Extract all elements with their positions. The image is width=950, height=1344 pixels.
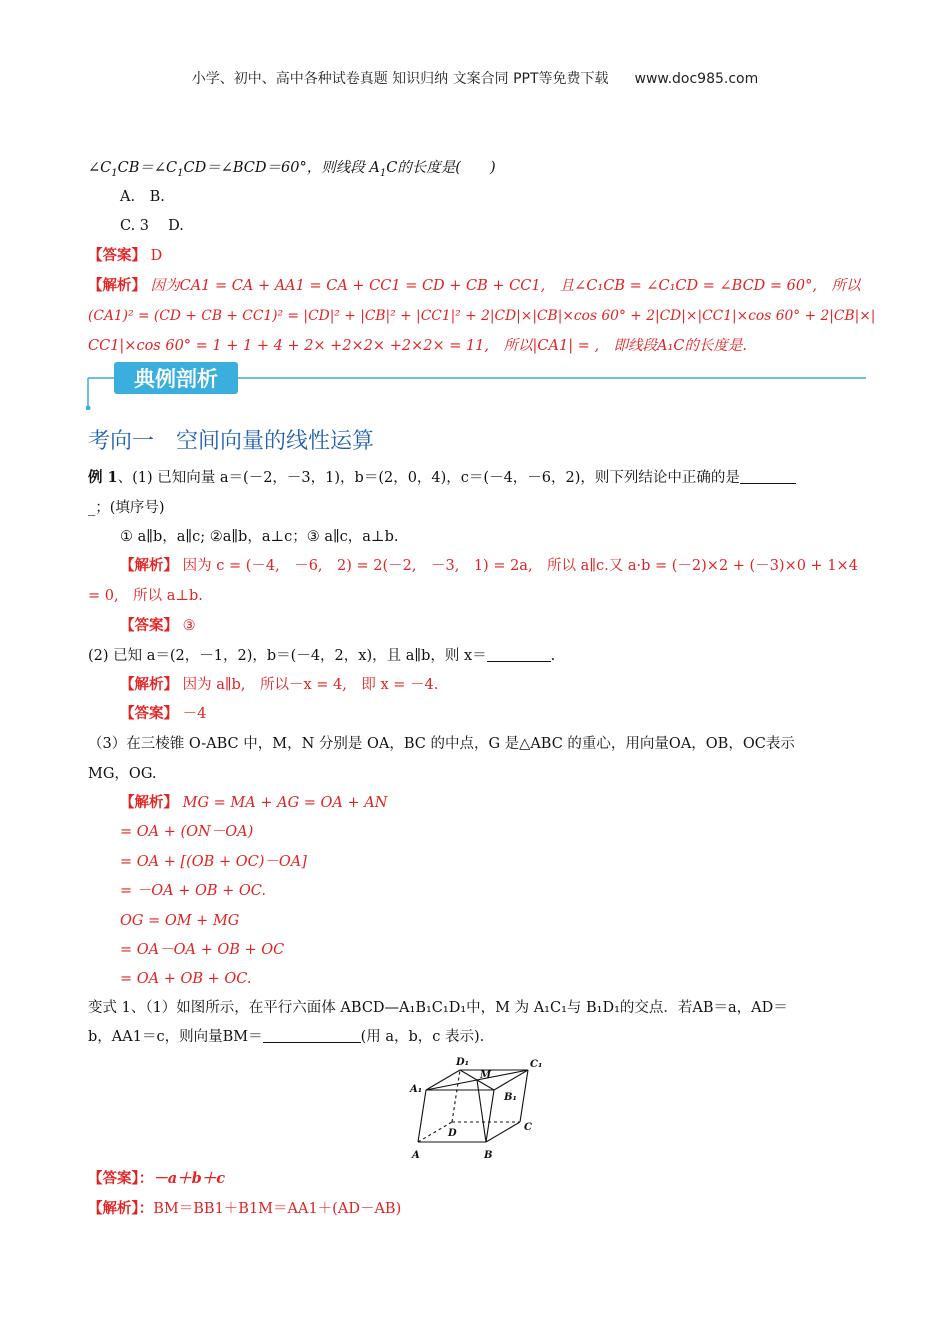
label-D1: D₁ — [456, 1057, 470, 1068]
example-1-part-2-analysis: 【解析】 因为 a∥b, 所以－x = 4, 即 x = －4. — [120, 677, 439, 693]
analysis-label: 【解析】 — [88, 278, 146, 294]
example-1-analysis-2: = 0, 所以 a⊥b. — [88, 588, 203, 604]
example-1-part-3-stem-2: MG，OG. — [88, 766, 157, 782]
label-B: B — [484, 1150, 493, 1161]
example-1-stem: 例 1、(1) 已知向量 a＝(－2，－3，1)，b＝(2，0，4)，c＝(－4，－6，2)，则下列结论中正确的是 — [88, 468, 868, 488]
label-C1: C₁ — [530, 1059, 543, 1070]
options-ab: A. B. — [120, 189, 165, 205]
label-A: A — [412, 1150, 420, 1161]
label-M: M — [480, 1070, 492, 1081]
example-1-part-3-stem: （3）在三棱锥 O-ABC 中，M，N 分别是 OA，BC 的中点，G 是△ABC 的重心，用向量OA，OB，OC表示 — [88, 736, 795, 752]
analysis-line-2: (CA1)² = (CD + CB + CC1)² = |CD|² + |CB|² + |CC1|² + 2|CD|×|CB|×cos 60° + 2|CD|×|CC1|×cos 60° + 2|CB|×| — [88, 308, 876, 324]
blank-2[interactable] — [487, 647, 551, 662]
label-B1: B₁ — [504, 1092, 517, 1103]
example-1-analysis-1: 【解析】 因为 c = (－4, －6, 2) = 2(－2, －3, 1) = 2a, 所以 a∥c.又 a·b = (－2)×2 + (－3)×0 + 1×4 — [120, 558, 858, 574]
section-banner — [86, 360, 866, 410]
parallelepiped-figure — [408, 1052, 546, 1164]
example-1-answer: 【答案】 ③ — [120, 618, 196, 634]
header-text: 小学、初中、高中各种试卷真题 知识归纳 文案合同 PPT等免费下载 — [191, 71, 609, 87]
answer-label: 【答案】 — [88, 248, 146, 264]
example-1-part-2-answer: 【答案】 －4 — [120, 706, 207, 722]
variant-1-analysis: 【解析】：BM＝BB1＋B1M＝AA1＋(AD－AB) — [88, 1201, 402, 1217]
derivation-line-5: OG = OM + MG — [120, 913, 240, 929]
example-1-part-2-stem: (2) 已知 a＝(2，－1，2)，b＝(－4，2，x)，且 a∥b，则 x＝ . — [88, 648, 556, 664]
derivation-line-2: = OA + (ON－OA) — [120, 824, 254, 840]
section-title: 空间向量的线性运算 — [176, 429, 375, 454]
page-header — [0, 68, 950, 88]
analysis-line-1: 【解析】 因为CA1 = CA + AA1 = CA + CC1 = CD + CB + CC1, 且∠C₁CB = ∠C₁CD = ∠BCD = 60°, 所以 — [88, 278, 861, 294]
options-cd: C. 3 D. — [120, 218, 184, 234]
example-label: 例 1 — [88, 469, 118, 486]
variant-1-stem: 变式 1、（1）如图所示，在平行六面体 ABCD—A₁B₁C₁D₁中，M 为 A₁C₁与 B₁D₁的交点．若AB＝a，AD＝ — [88, 1000, 788, 1016]
example-1-stem-tail: _；(填序号) — [88, 500, 165, 516]
analysis-line-3: CC1|×cos 60° = 1 + 1 + 4 + 2× +2×2× +2×2× = 11, 所以|CA1| = , 即线段A₁C的长度是. — [88, 338, 748, 354]
example-1-options: ① a∥b，a∥c; ②a∥b，a⊥c；③ a∥c，a⊥b. — [120, 529, 399, 545]
section-heading — [88, 424, 374, 455]
label-C: C — [524, 1122, 532, 1133]
banner-title: 典例剖析 — [134, 367, 218, 391]
variant-1-answer: 【答案】：－a＋b＋c — [88, 1170, 226, 1187]
derivation-line-7: = OA + OB + OC. — [120, 971, 252, 987]
label-A1: A₁ — [410, 1084, 423, 1095]
label-D: D — [448, 1128, 457, 1139]
header-site[interactable]: www.doc985.com — [634, 71, 759, 87]
section-number: 考向一 — [88, 429, 155, 454]
blank-1[interactable] — [740, 469, 796, 484]
derivation-line-3: = OA + [(OB + OC)－OA] — [120, 854, 307, 870]
derivation-line-4: = －OA + OB + OC. — [120, 883, 266, 899]
answer-value: D — [150, 248, 163, 264]
blank-3[interactable] — [263, 1028, 361, 1043]
example-1-part-3-analysis: 【解析】 MG = MA + AG = OA + AN — [120, 795, 388, 811]
question-stem: $\angle C_1CB=\angle C_1CD=\angle BCD=60^\circ$，则线段 $A_1C$的长度是( ) — [88, 160, 496, 179]
derivation-line-6: = OA－OA + OB + OC — [120, 942, 285, 958]
answer-line — [88, 246, 868, 266]
variant-1-stem-2: b，AA1＝c，则向量BM＝ (用 a，b，c 表示). — [88, 1029, 485, 1045]
